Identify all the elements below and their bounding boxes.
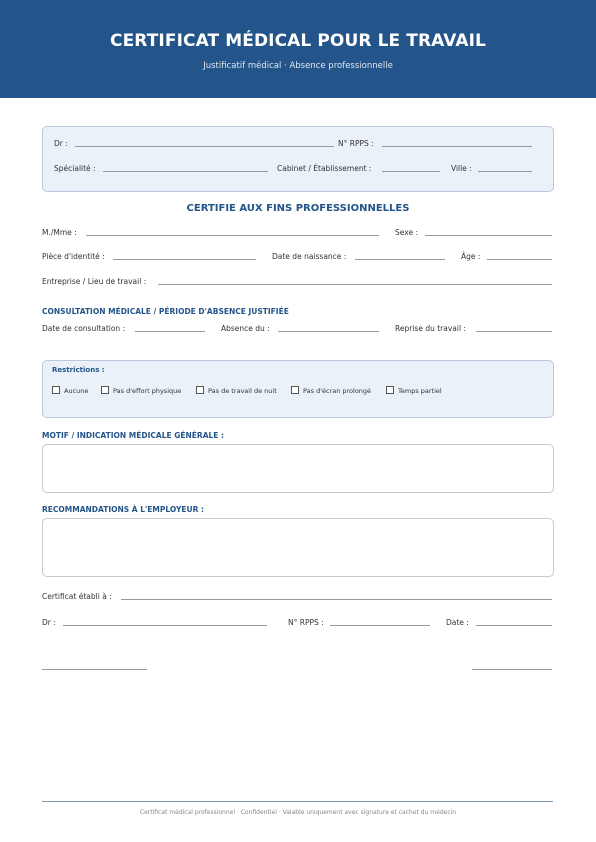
practice-field[interactable] (382, 171, 440, 172)
patient-age-field[interactable] (487, 259, 552, 260)
specialty-field[interactable] (103, 171, 268, 172)
certify-heading: CERTIFIE AUX FINS PROFESSIONNELLES (186, 203, 410, 214)
recommendations-section-title: RECOMMANDATIONS À L'EMPLOYEUR : (42, 505, 205, 514)
company-label: Entreprise / Lieu de travail : (42, 277, 147, 286)
patient-name-label: M./Mme : (42, 228, 77, 237)
restriction-checkbox-night[interactable] (196, 386, 204, 394)
motif-textarea[interactable] (42, 444, 554, 493)
signature-line-left[interactable] (42, 669, 147, 670)
page-title: CERTIFICAT MÉDICAL POUR LE TRAVAIL (110, 31, 486, 51)
footer-divider (42, 801, 553, 802)
restriction-label-night: Pas de travail de nuit (208, 387, 277, 395)
restriction-label-none: Aucune (64, 387, 89, 395)
doctor-rpps-field[interactable] (382, 146, 532, 147)
restriction-label-screen: Pas d'écran prolongé (303, 387, 372, 395)
restrictions-title: Restrictions : (52, 366, 105, 374)
signature-line-right[interactable] (472, 669, 552, 670)
doctor-name-label: Dr : (54, 139, 68, 148)
consultation-date-field[interactable] (135, 331, 205, 332)
return-field[interactable] (476, 331, 552, 332)
patient-sex-field[interactable] (425, 235, 552, 236)
return-label: Reprise du travail : (395, 324, 466, 333)
restriction-label-physical: Pas d'effort physique (113, 387, 182, 395)
patient-birth-label: Date de naissance : (272, 252, 347, 261)
doctor-info-box (42, 126, 554, 192)
restriction-checkbox-none[interactable] (52, 386, 60, 394)
motif-section-title: MOTIF / INDICATION MÉDICALE GÉNÉRALE : (42, 431, 225, 440)
absence-label: Absence du : (221, 324, 270, 333)
header-banner (0, 0, 596, 98)
company-field[interactable] (158, 284, 552, 285)
doctor-rpps-label: N° RPPS : (338, 139, 374, 148)
restriction-checkbox-screen[interactable] (291, 386, 299, 394)
closing-dr-field[interactable] (63, 625, 267, 626)
closing-dr-label: Dr : (42, 618, 56, 627)
consultation-section-title: CONSULTATION MÉDICALE / PÉRIODE D'ABSENCE JUSTIFIÉE (42, 307, 289, 316)
patient-name-field[interactable] (86, 235, 379, 236)
place-field[interactable] (121, 599, 552, 600)
city-field[interactable] (478, 171, 532, 172)
practice-label: Cabinet / Établissement : (277, 164, 372, 173)
specialty-label: Spécialité : (54, 164, 96, 173)
patient-birth-field[interactable] (355, 259, 445, 260)
patient-id-field[interactable] (113, 259, 256, 260)
doctor-name-field[interactable] (75, 146, 334, 147)
absence-field[interactable] (278, 331, 379, 332)
closing-rpps-field[interactable] (330, 625, 430, 626)
patient-sex-label: Sexe : (395, 228, 418, 237)
consultation-date-label: Date de consultation : (42, 324, 126, 333)
page-subtitle: Justificatif médical · Absence professionnelle (203, 61, 393, 71)
footer-note: Certificat médical professionnel · Confidentiel · Valable uniquement avec signature et cachet du médecin (139, 809, 457, 816)
recommendations-textarea[interactable] (42, 518, 554, 577)
closing-date-field[interactable] (476, 625, 552, 626)
patient-id-label: Pièce d'identité : (42, 252, 105, 261)
restriction-checkbox-physical[interactable] (101, 386, 109, 394)
closing-date-label: Date : (446, 618, 469, 627)
closing-rpps-label: N° RPPS : (288, 618, 324, 627)
restriction-checkbox-parttime[interactable] (386, 386, 394, 394)
patient-age-label: Âge : (461, 252, 481, 261)
place-label: Certificat établi à : (42, 592, 112, 601)
city-label: Ville : (451, 164, 472, 173)
restriction-label-parttime: Temps partiel (398, 387, 442, 395)
